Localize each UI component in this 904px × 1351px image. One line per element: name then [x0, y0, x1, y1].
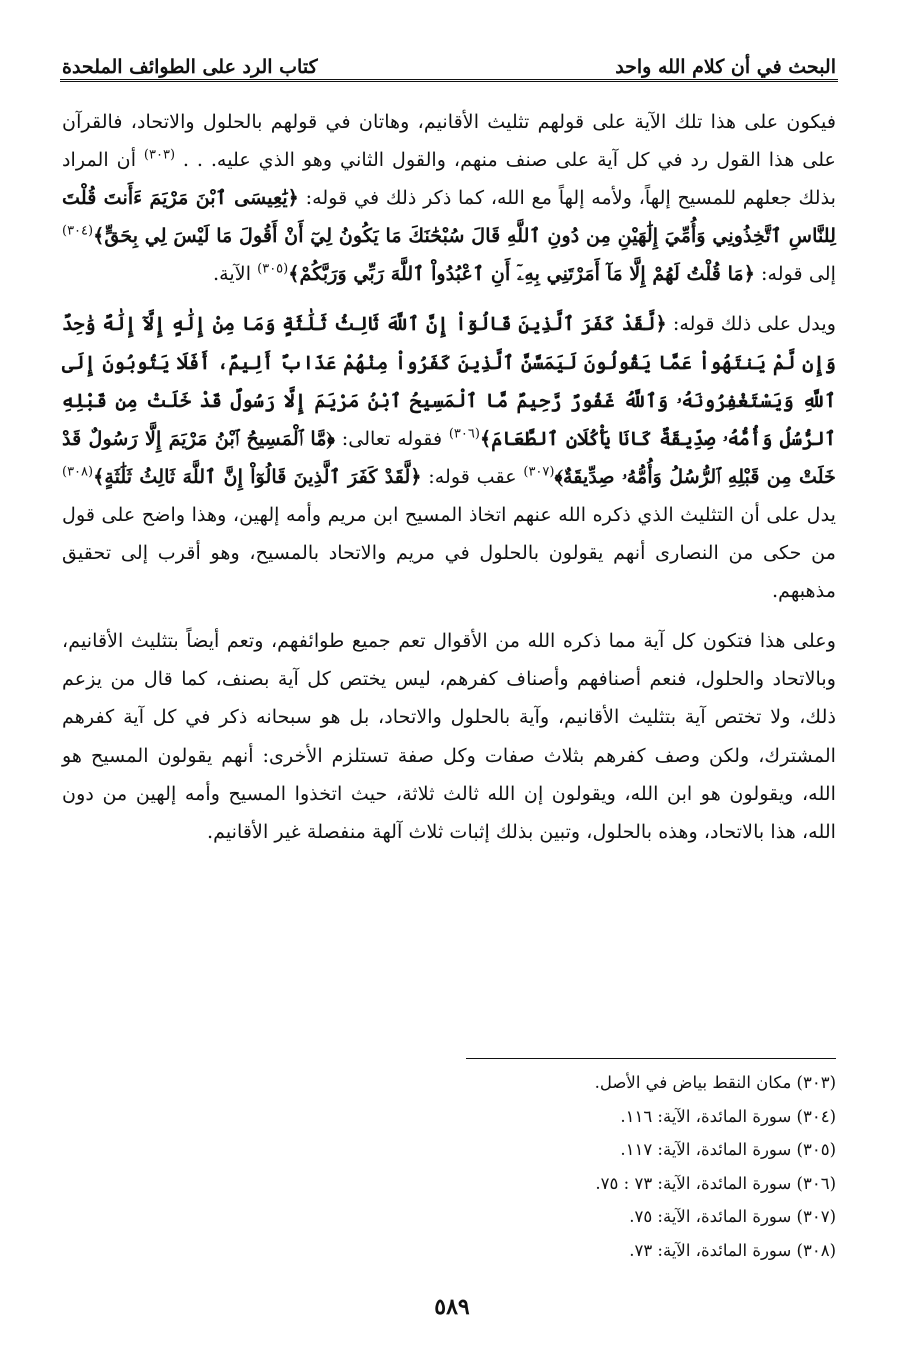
paragraph-text: ويدل على ذلك قوله:: [666, 312, 836, 336]
footnote-reference: (٣٠٥): [257, 261, 289, 277]
footnote: (٣٠٧) سورة المائدة، الآية: ٧٥.: [629, 1207, 836, 1226]
header-right-title: البحث في أن كلام الله واحد: [615, 56, 836, 78]
paragraph-2: [62, 305, 836, 610]
main-text: [62, 103, 836, 851]
header-left-title: كتاب الرد على الطوائف الملحدة: [62, 56, 318, 78]
footnote: (٣٠٤) سورة المائدة، الآية: ١١٦.: [620, 1106, 836, 1126]
quran-quote: ﴿لَّقَدْ كَفَرَ ٱلَّذِينَ قَالُوٓاْ إِنَّ ٱللَّهَ ثَالِثُ ثَلَٰثَةٍ﴾: [93, 464, 422, 488]
quran-quote: ﴿لَّقَدْ كَفَرَ ٱلَّذِينَ قَالُوٓاْ إِنَّ ٱللَّهَ ثَالِثُ ثَلَٰثَةٍ وَمَا مِنْ إِلَٰهٍ إِلَّآ إِلَٰهٌ وَٰحِدٌ وَإِن لَّمْ يَنتَهُواْ عَمَّا يَقُولُونَ لَيَمَسَّنَّ ٱلَّذِينَ كَفَرُواْ مِنْهُمْ عَذَابٌ أَلِيمٌ، أَفَلَا يَتُوبُونَ إِلَى ٱللَّهِ وَيَسْتَغْفِرُونَهُۥ وَٱللَّهُ غَفُورٌ رَّحِيمٌ مَّا ٱلْمَسِيحُ ٱبْنُ مَرْيَمَ إِلَّا رَسُولٌ قَدْ خَلَتْ مِن قَبْلِهِ ٱلرُّسُلُ وَأُمُّهُۥ صِدِّيقَةٌ كَانَا يَأْكُلَانِ ٱلطَّعَامَ﴾: [62, 312, 837, 450]
paragraph-text: الآية.: [213, 262, 258, 286]
footnote: (٣٠٥) سورة المائدة، الآية: ١١٧.: [620, 1140, 836, 1159]
footnote-divider: [466, 1058, 836, 1059]
paragraph-text: أن المراد بذلك جعلهم للمسيح إلهاً، ولأمه إلهاً مع الله، كما ذكر ذلك في قوله:: [62, 148, 836, 210]
paragraph-text: فيكون على هذا تلك الآية على قولهم تثليث الأقانيم، وهاتان في قولهم بالحلول والاتحاد، فالقرآن على هذا القول رد في كل آية على صنف منهم، والقول الثاني وهو الذي عليه. . .: [62, 110, 836, 172]
footnote-reference: (٣٠٧): [523, 464, 555, 480]
footnote-reference: (٣٠٤): [62, 223, 94, 239]
header-divider: [60, 79, 838, 82]
page-number: ٥٨٩: [434, 1294, 470, 1320]
paragraph-3: وعلى هذا فتكون كل آية مما ذكره الله من الأقوال تعم جميع طوائفهم، وتعم أيضاً بتثليث الأقانيم، وبالاتحاد والحلول، فنعم أصنافهم وأصناف كفرهم، ليس يختص كل آية بصنف، كما قال من يزعم ذلك، ولا تختص آية بتثليث الأقانيم، وآية بالحلول والاتحاد، بل هو سبحانه ذكر في كل آية كفرهم المشترك، ولكن وصف كفرهم بثلاث صفات وكل صفة تستلزم الأخرى: أنهم يقولون المسيح هو الله، ويقولون هو ابن الله، ويقولون إن الله ثالث ثلاثة، حيث اتخذوا المسيح وأمه إلهين من دون الله، هذا بالاتحاد، وهذه بالحلول، وتبين بذلك إثبات ثلاث آلهة منفصلة غير الأقانيم.: [62, 629, 836, 843]
footnote: (٣٠٦) سورة المائدة، الآية: ٧٣ : ٧٥.: [595, 1173, 836, 1193]
paragraph-text: عقب قوله:: [421, 464, 524, 488]
footnote-reference: (٣٠٦): [448, 426, 480, 442]
quran-quote: ﴿مَّا ٱلْمَسِيحُ ٱبْنُ مَرْيَمَ إِلَّا رَسُولٌ قَدْ خَلَتْ مِن قَبْلِهِ ٱلرُّسُلُ وَأُمُّهُۥ صِدِّيقَةٌ﴾: [62, 426, 836, 488]
footnote-reference: (٣٠٣): [143, 147, 176, 163]
quran-quote: ﴿مَا قُلْتُ لَهُمْ إِلَّا مَآ أَمَرْتَنِي بِهِۦٓ أَنِ ٱعْبُدُواْ ٱللَّهَ رَبِّي وَرَبَّكُمْ﴾: [288, 262, 755, 286]
paragraph-text: يدل على أن التثليث الذي ذكره الله عنهم اتخاذ المسيح ابن مريم وأمه إلهين، وهذا واضح على قول من حكى من النصارى أنهم يقولون بالحلول في مريم والاتحاد بالمسيح، وهو أقرب إلى تحقيق مذهبهم.: [62, 502, 836, 603]
running-header: [62, 38, 836, 78]
paragraph-1: [62, 103, 836, 293]
quran-quote: ﴿يَٰعِيسَى ٱبْنَ مَرْيَمَ ءَأَنتَ قُلْتَ لِلنَّاسِ ٱتَّخِذُونِي وَأُمِّيَ إِلَٰهَيْنِ مِن دُونِ ٱللَّهِ قَالَ سُبْحَٰنَكَ مَا يَكُونُ لِيٓ أَنْ أَقُولَ مَا لَيْسَ لِي بِحَقٍّ﴾: [62, 186, 836, 248]
footnote-reference: (٣٠٨): [62, 464, 94, 480]
paragraph-text: إلى قوله:: [754, 262, 836, 286]
footnote: (٣٠٣) مكان النقط بياض في الأصل.: [594, 1073, 836, 1092]
footnotes: [62, 1066, 836, 1267]
paragraph-text: فقوله تعالى:: [335, 426, 449, 450]
footnote: (٣٠٨) سورة المائدة، الآية: ٧٣.: [629, 1240, 836, 1260]
